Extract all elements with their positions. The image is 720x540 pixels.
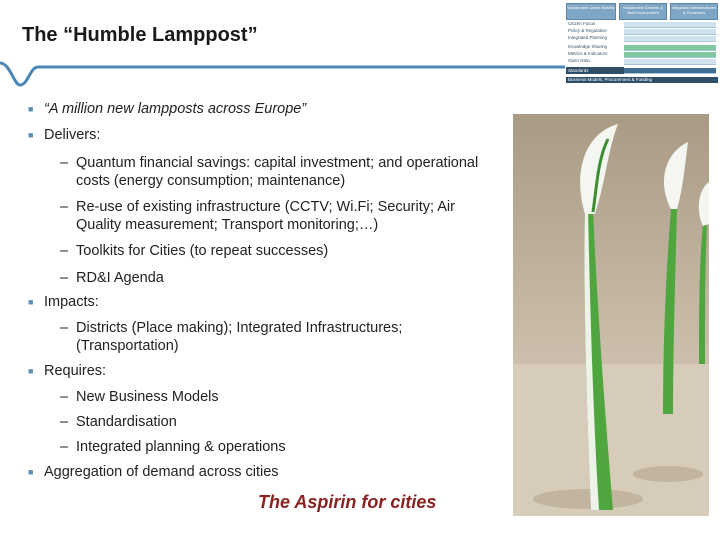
bullet-text: Aggregation of demand across cities bbox=[44, 464, 279, 480]
square-bullet-icon: ■ bbox=[28, 104, 34, 114]
slide-caption: The Aspirin for cities bbox=[258, 492, 437, 512]
matrix-row-3: Integrated Planning bbox=[568, 35, 608, 40]
dash-icon: – bbox=[60, 199, 69, 215]
bullet-text: “A million new lampposts across Europe” bbox=[44, 101, 307, 117]
title-underline-wave bbox=[0, 55, 565, 95]
dash-icon: – bbox=[60, 270, 69, 286]
sub-bullet-text: Re-use of existing infrastructure (CCTV; Wi.Fi; Security; Air Quality measurement; Transport monitoring;…) bbox=[76, 199, 455, 233]
sub-bullet-text: RD&I Agenda bbox=[76, 270, 164, 286]
dash-icon: – bbox=[60, 243, 69, 259]
matrix-header-2: Sustainable Districts & Built Environment bbox=[619, 3, 667, 20]
matrix-header-1: Sustainable Urban Mobility bbox=[566, 3, 616, 20]
square-bullet-icon: ■ bbox=[28, 467, 34, 477]
dash-icon: – bbox=[60, 414, 69, 430]
square-bullet-icon: ■ bbox=[28, 130, 34, 140]
slide-title: The “Humble Lamppost” bbox=[22, 24, 258, 46]
matrix-cell bbox=[624, 22, 716, 28]
matrix-cell bbox=[624, 52, 716, 58]
matrix-row-6: Open Data bbox=[568, 58, 590, 63]
sub-bullet-text: Toolkits for Cities (to repeat successes) bbox=[76, 243, 329, 259]
sub-bullet-text: New Business Models bbox=[76, 389, 219, 405]
matrix-row-1: Citizen Focus bbox=[568, 21, 596, 26]
sub-bullet-text: Districts (Place making); Integrated Infrastructures; (Transportation) bbox=[76, 320, 403, 354]
dash-icon: – bbox=[60, 389, 69, 405]
lamppost-photo bbox=[513, 114, 709, 516]
sub-bullet-text: Standardisation bbox=[76, 414, 177, 430]
matrix-row-7: Standards bbox=[566, 67, 624, 74]
matrix-row-2: Policy & Regulation bbox=[568, 28, 608, 33]
bullet-text: Impacts: bbox=[44, 294, 99, 310]
matrix-row-5: Metrics & Indicators bbox=[568, 51, 608, 56]
matrix-cell bbox=[624, 36, 716, 42]
matrix-cell bbox=[624, 68, 716, 74]
sub-bullet-text: Quantum financial savings: capital investment; and operational costs (energy consumption; maintenance) bbox=[76, 155, 479, 189]
framework-matrix bbox=[566, 3, 718, 85]
matrix-cell bbox=[624, 45, 716, 51]
dash-icon: – bbox=[60, 155, 69, 171]
matrix-cell bbox=[624, 29, 716, 35]
matrix-cell bbox=[624, 59, 716, 65]
matrix-row-4: Knowledge Sharing bbox=[568, 44, 608, 49]
sub-bullet-text: Integrated planning & operations bbox=[76, 439, 286, 455]
matrix-header-3: Integrated Infrastructures & Processes bbox=[670, 3, 718, 20]
dash-icon: – bbox=[60, 439, 69, 455]
dash-icon: – bbox=[60, 320, 69, 336]
matrix-footer: Business Models, Procurement & Funding bbox=[566, 77, 718, 83]
bullet-text: Delivers: bbox=[44, 127, 101, 143]
bullet-text: Requires: bbox=[44, 363, 107, 379]
square-bullet-icon: ■ bbox=[28, 297, 34, 307]
square-bullet-icon: ■ bbox=[28, 366, 34, 376]
